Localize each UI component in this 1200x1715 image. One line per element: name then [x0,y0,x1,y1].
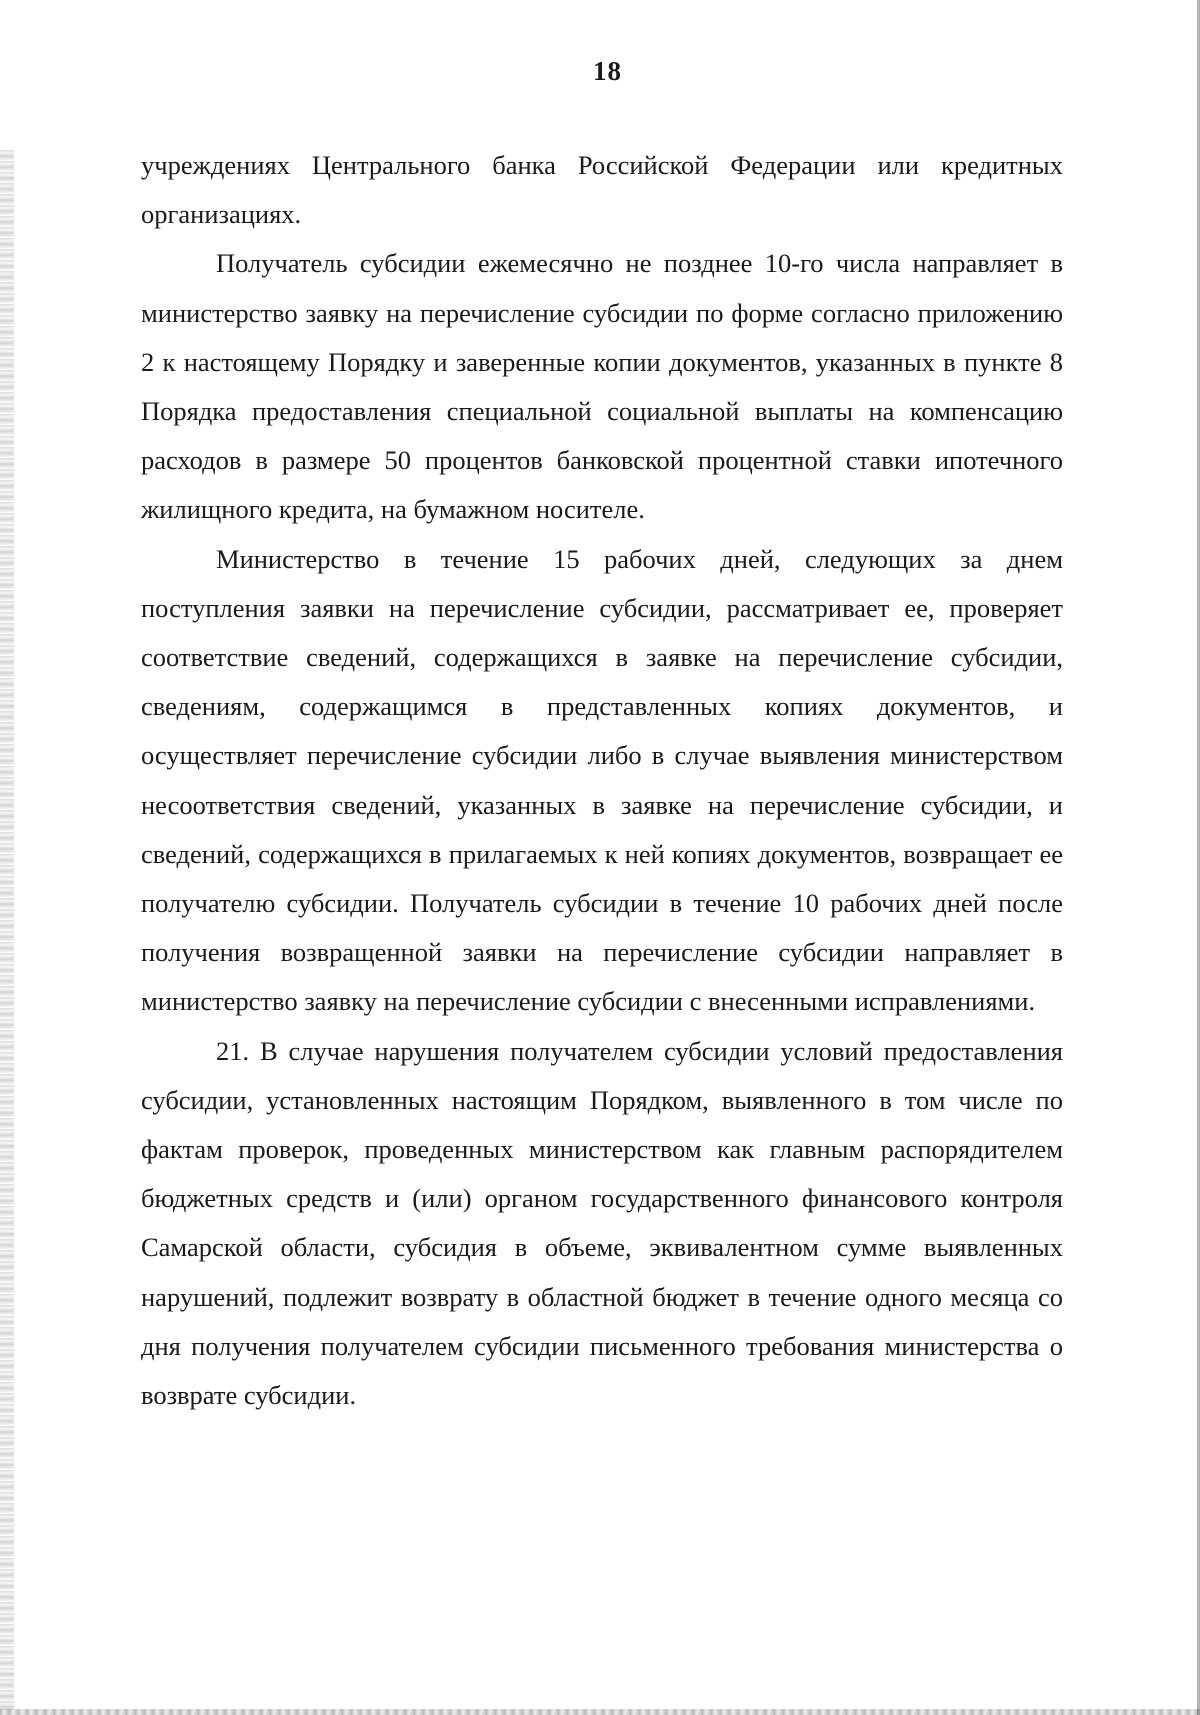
paragraph-clause-21: 21. В случае нарушения получателем субсидии условий предоставления субсидии, установленных настоящим Порядком, выявленного в том числе по фактам проверок, проведенных министерством как главным распорядителем бюджетных средств и (или) органом государственного финансового контроля Самарской области, субсидия в объеме, эквивалентном сумме выявленных нарушений, подлежит возврату в областной бюджет в течение одного месяца со дня получения получателем субсидии письменного требования министерства о возврате субсидии. [141,1035,1063,1411]
scan-edge-bottom [0,1709,1200,1715]
paragraph-continuation: учреждениях Центрального банка Российской Федерации или кредитных организациях. [141,150,1063,230]
paragraph-ministry-review: Министерство в течение 15 рабочих дней, следующих за днем поступления заявки на перечисление субсидии, рассматривает ее, проверяет соответствие сведений, содержащихся в заявке на перечисление субсидии, сведениям, содержащимся в представленных копиях документов, и осуществляет перечисление субсидии либо в случае выявления министерством несоответствия сведений, указанных в заявке на перечисление субсидии, и сведений, содержащихся в прилагаемых к ней копиях документов, возвращает ее получателю субсидии. Получатель субсидии в течение 10 рабочих дней после получения возвращенной заявки на перечисление субсидии направляет в министерство заявку на перечисление субсидии с внесенными исправлениями. [141,543,1063,1017]
scan-edge-left [0,150,14,1710]
page-number: 18 [593,56,622,86]
paragraph-application-submission: Получатель субсидии ежемесячно не позднее 10-го числа направляет в министерство заявку на перечисление субсидии по форме согласно приложению 2 к настоящему Порядку и заверенные копии документов, указанных в пункте 8 Порядка предоставления специальной социальной выплаты на компенсацию расходов в размере 50 процентов банковской процентной ставки ипотечного жилищного кредита, на бумажном носителе. [141,248,1063,525]
document-body [141,141,1063,1420]
